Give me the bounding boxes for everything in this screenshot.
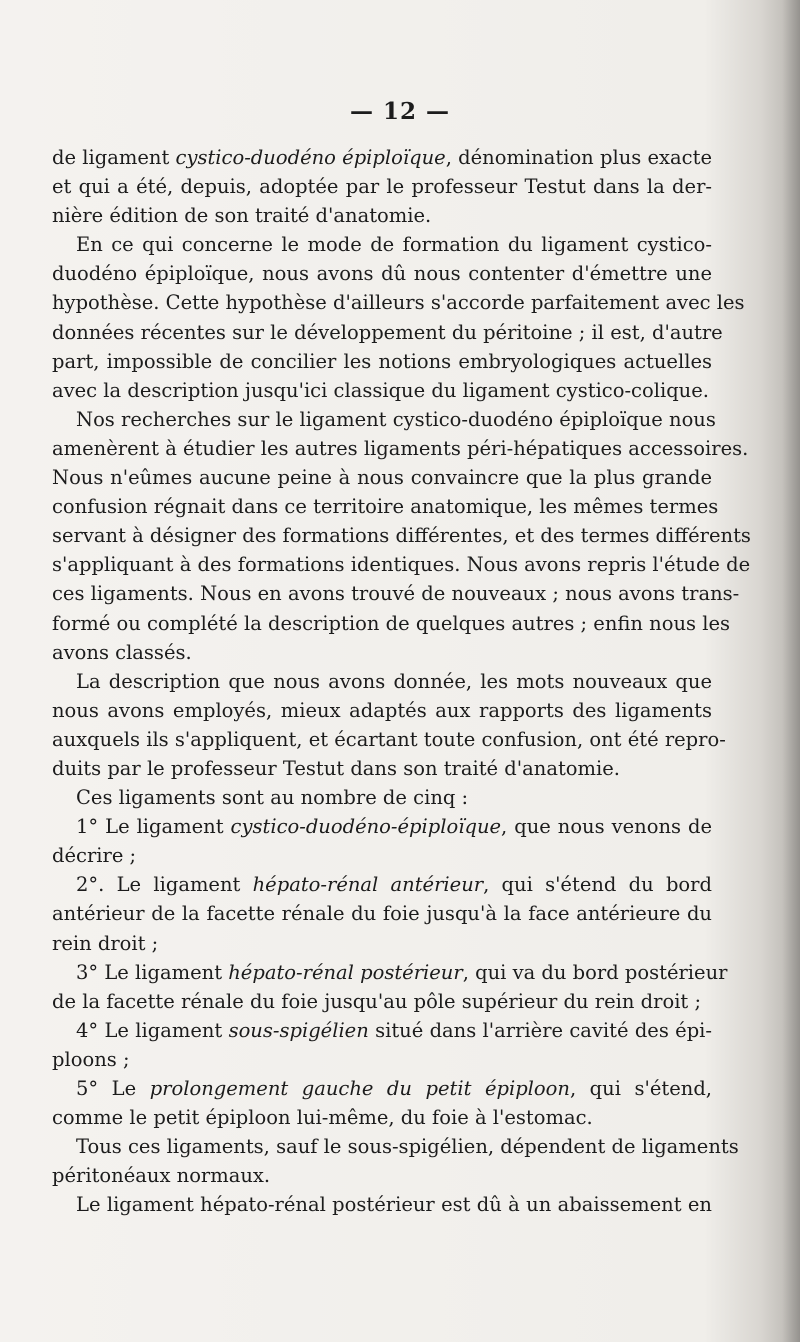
paragraph-start: Tous ces ligaments, sauf le sous-spigélien, dépendent de ligaments <box>76 1135 739 1159</box>
text-line: ces ligaments. Nous en avons trouvé de nouveaux ; nous avons trans- <box>52 582 740 606</box>
list-item-3: 3° Le ligament hépato-rénal postérieur, qui va du bord postérieur <box>76 960 728 984</box>
text-line: formé ou complété la description de quelques autres ; enfin nous les <box>52 611 731 635</box>
text-line: ploons ; <box>52 1047 130 1071</box>
text-line: s'appliquant à des formations identiques. Nous avons repris l'étude de <box>52 553 751 577</box>
text-line: et qui a été, depuis, adoptée par le professeur Testut dans la der- <box>52 175 712 199</box>
text-line: rein droit ; <box>52 931 159 955</box>
text-line: décrire ; <box>52 844 137 868</box>
list-item-4: 4° Le ligament sous-spigélien situé dans l'arrière cavité des épi- <box>76 1018 713 1042</box>
text-line: avec la description jusqu'ici classique du ligament cystico-colique. <box>52 378 709 402</box>
text-line: duodéno épiploïque, nous avons dû nous contenter d'émettre une <box>52 262 712 286</box>
text-line: hypothèse. Cette hypothèse d'ailleurs s'accorde parfaitement avec les <box>52 291 745 315</box>
text-line: de la facette rénale du foie jusqu'au pôle supérieur du rein droit ; <box>52 989 702 1013</box>
paragraph-start: La description que nous avons donnée, les mots nouveaux que <box>76 669 712 693</box>
text-line: de ligament cystico-duodéno épiploïque, dénomination plus exacte <box>52 146 712 169</box>
text-line: part, impossible de concilier les notions embryologiques actuelles <box>52 349 712 373</box>
paragraph-start: En ce qui concerne le mode de formation du ligament cystico- <box>76 233 712 257</box>
text-line: duits par le professeur Testut dans son traité d'anatomie. <box>52 756 620 780</box>
text-line: péritonéaux normaux. <box>52 1164 271 1188</box>
text-line: comme le petit épiploon lui-même, du foie à l'estomac. <box>52 1106 593 1130</box>
text-line: avons classés. <box>52 640 192 664</box>
text-line: nière édition de son traité d'anatomie. <box>52 204 432 228</box>
paragraph-start: Le ligament hépato-rénal postérieur est dû à un abaissement en <box>76 1193 712 1217</box>
text-line: confusion régnait dans ce territoire anatomique, les mêmes termes <box>52 495 719 519</box>
text-line: antérieur de la facette rénale du foie jusqu'à la face antérieure du <box>52 902 712 926</box>
text-line: données récentes sur le développement du péritoine ; il est, d'autre <box>52 320 723 344</box>
body-text <box>52 143 751 1219</box>
paragraph-start: Ces ligaments sont au nombre de cinq : <box>76 786 469 810</box>
list-item-1: 1° Le ligament cystico-duodéno-épiploïque, que nous venons de <box>76 815 712 839</box>
text-line: nous avons employés, mieux adaptés aux rapports des ligaments <box>52 698 712 722</box>
page-number: — 12 — <box>349 98 451 125</box>
text-line: auxquels ils s'appliquent, et écartant toute confusion, ont été repro- <box>52 727 726 751</box>
paragraph-start: Nos recherches sur le ligament cystico-duodéno épiploïque nous <box>76 407 716 431</box>
text-line: servant à désigner des formations différentes, et des termes différents <box>52 524 751 548</box>
page-edge-shadow <box>782 0 800 1342</box>
text-line: amenèrent à étudier les autres ligaments péri-hépatiques accessoires. <box>52 436 749 460</box>
list-item-5: 5° Le prolongement gauche du petit épiploon, qui s'étend, <box>76 1077 713 1100</box>
list-item-2: 2°. Le ligament hépato-rénal antérieur, qui s'étend du bord <box>76 873 712 897</box>
text-line: Nous n'eûmes aucune peine à nous convaincre que la plus grande <box>52 466 712 490</box>
